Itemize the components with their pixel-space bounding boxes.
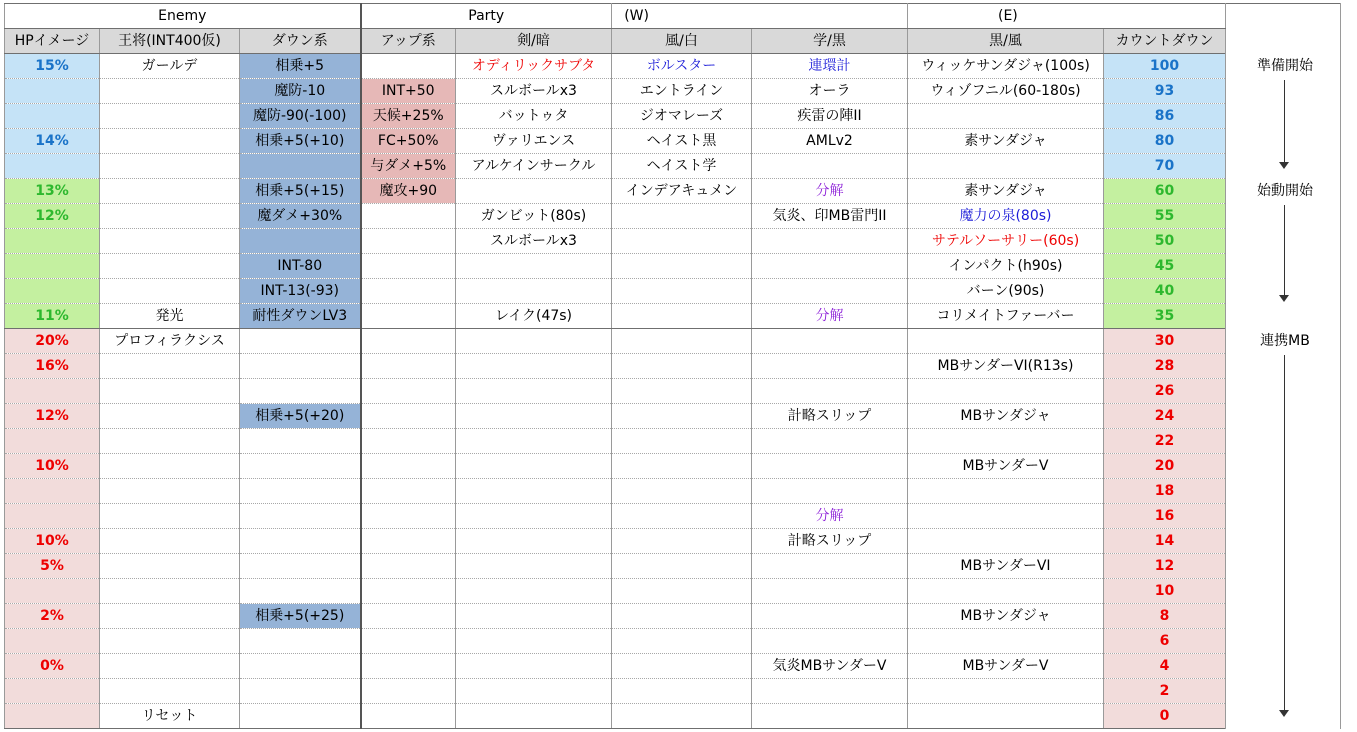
up-cell[interactable] [361, 604, 456, 629]
down-cell[interactable] [240, 704, 361, 729]
table-row [5, 654, 1341, 679]
chain-mb-label: 連携MB [1260, 333, 1310, 349]
down-cell[interactable]: 相乗+5(+15) [240, 179, 361, 204]
down-cell[interactable]: 魔防-90(-100) [240, 104, 361, 129]
wind-cell[interactable]: ヘイスト学 [612, 154, 752, 179]
table-row [5, 529, 1341, 554]
hp-cell[interactable] [5, 229, 100, 254]
table-row [5, 79, 1341, 104]
table-row [5, 704, 1341, 729]
table-row [5, 254, 1341, 279]
up-cell[interactable] [361, 679, 456, 704]
hp-cell[interactable] [5, 154, 100, 179]
countdown-cell[interactable]: 20 [1104, 454, 1226, 479]
down-cell[interactable] [240, 479, 361, 504]
scholar-black-header[interactable]: 学/黒 [752, 29, 908, 54]
table-row [5, 154, 1341, 179]
up-cell[interactable] [361, 279, 456, 304]
king-cell[interactable] [100, 379, 240, 404]
up-cell[interactable] [361, 404, 456, 429]
down-cell[interactable] [240, 629, 361, 654]
up-cell[interactable] [361, 329, 456, 354]
black-cell[interactable]: バーン(90s) [908, 279, 1104, 304]
black-cell[interactable] [908, 529, 1104, 554]
scholar-cell[interactable] [752, 629, 908, 654]
down-cell[interactable]: 相乗+5(+20) [240, 404, 361, 429]
table-row [5, 429, 1341, 454]
scholar-cell[interactable] [752, 704, 908, 729]
scholar-cell[interactable] [752, 279, 908, 304]
black-cell[interactable] [908, 679, 1104, 704]
countdown-cell[interactable]: 55 [1104, 204, 1226, 229]
wind-cell[interactable] [612, 354, 752, 379]
king-cell[interactable] [100, 354, 240, 379]
hp-cell[interactable]: 12% [5, 404, 100, 429]
sword-cell[interactable] [456, 429, 612, 454]
black-cell[interactable] [908, 329, 1104, 354]
down-cell[interactable] [240, 654, 361, 679]
timeline-line-1 [1284, 80, 1285, 162]
up-cell[interactable]: 天候+25% [361, 104, 456, 129]
black-cell[interactable]: ウィゾフニル(60-180s) [908, 79, 1104, 104]
up-cell[interactable] [361, 704, 456, 729]
e-group-label[interactable]: (E) [908, 4, 1226, 29]
sword-cell[interactable] [456, 679, 612, 704]
hp-cell[interactable]: 15% [5, 54, 100, 79]
king-cell[interactable] [100, 79, 240, 104]
scholar-cell[interactable]: 疾雷の陣II [752, 104, 908, 129]
countdown-cell[interactable]: 18 [1104, 479, 1226, 504]
countdown-cell[interactable]: 60 [1104, 179, 1226, 204]
down-cell[interactable] [240, 554, 361, 579]
king-cell[interactable]: 発光 [100, 304, 240, 329]
down-cell[interactable]: 相乗+5(+10) [240, 129, 361, 154]
countdown-cell[interactable]: 14 [1104, 529, 1226, 554]
king-cell[interactable] [100, 604, 240, 629]
up-cell[interactable] [361, 379, 456, 404]
scholar-cell[interactable] [752, 354, 908, 379]
king-cell[interactable] [100, 654, 240, 679]
up-cell[interactable] [361, 429, 456, 454]
prep-start-label: 準備開始 [1257, 58, 1313, 74]
black-cell[interactable]: MBサンダジャ [908, 604, 1104, 629]
king-cell[interactable] [100, 479, 240, 504]
sword-cell[interactable]: スルボールx3 [456, 79, 612, 104]
scholar-cell[interactable] [752, 254, 908, 279]
scholar-cell[interactable] [752, 579, 908, 604]
king-cell[interactable] [100, 629, 240, 654]
king-cell[interactable] [100, 129, 240, 154]
up-cell[interactable] [361, 54, 456, 79]
king-cell[interactable] [100, 254, 240, 279]
countdown-cell[interactable]: 50 [1104, 229, 1226, 254]
scholar-cell[interactable] [752, 679, 908, 704]
hp-cell[interactable]: 11% [5, 304, 100, 329]
king-cell[interactable] [100, 579, 240, 604]
up-header[interactable]: アップ系 [361, 29, 456, 54]
countdown-cell[interactable]: 24 [1104, 404, 1226, 429]
scholar-cell[interactable]: 分解 [752, 304, 908, 329]
black-cell[interactable]: MBサンダジャ [908, 404, 1104, 429]
countdown-cell[interactable]: 26 [1104, 379, 1226, 404]
scholar-cell[interactable]: オーラ [752, 79, 908, 104]
wind-cell[interactable] [612, 254, 752, 279]
black-cell[interactable]: ウィッケサンダジャ(100s) [908, 54, 1104, 79]
up-cell[interactable] [361, 304, 456, 329]
hp-cell[interactable] [5, 579, 100, 604]
black-cell[interactable]: MBサンダーVI [908, 554, 1104, 579]
sword-cell[interactable] [456, 329, 612, 354]
up-cell[interactable] [361, 579, 456, 604]
down-cell[interactable] [240, 229, 361, 254]
sword-cell[interactable] [456, 629, 612, 654]
table-row [5, 579, 1341, 604]
sword-cell[interactable]: アルケインサークル [456, 154, 612, 179]
wind-cell[interactable] [612, 204, 752, 229]
hp-cell[interactable] [5, 679, 100, 704]
down-cell[interactable] [240, 354, 361, 379]
wind-cell[interactable] [612, 504, 752, 529]
party-section-label[interactable]: Party (W) [361, 4, 612, 29]
down-header[interactable]: ダウン系 [240, 29, 361, 54]
table-row [5, 354, 1341, 379]
sword-cell[interactable] [456, 379, 612, 404]
table-row [5, 54, 1341, 79]
black-cell[interactable] [908, 379, 1104, 404]
table-row [5, 679, 1341, 704]
table-row [5, 329, 1341, 354]
sword-cell[interactable] [456, 579, 612, 604]
sword-cell[interactable]: オディリックサブタ [456, 54, 612, 79]
up-cell[interactable] [361, 654, 456, 679]
sword-cell[interactable] [456, 604, 612, 629]
up-cell[interactable]: INT+50 [361, 79, 456, 104]
black-cell[interactable] [908, 704, 1104, 729]
up-cell[interactable]: 魔攻+90 [361, 179, 456, 204]
enemy-section-label[interactable]: Enemy [5, 4, 361, 29]
hp-cell[interactable] [5, 79, 100, 104]
black-cell[interactable] [908, 579, 1104, 604]
sword-cell[interactable] [456, 454, 612, 479]
wind-cell[interactable] [612, 679, 752, 704]
countdown-cell[interactable]: 0 [1104, 704, 1226, 729]
sword-cell[interactable]: レイク(47s) [456, 304, 612, 329]
sword-cell[interactable] [456, 479, 612, 504]
wind-cell[interactable] [612, 529, 752, 554]
up-cell[interactable] [361, 354, 456, 379]
table-row [5, 229, 1341, 254]
scholar-cell[interactable]: 分解 [752, 504, 908, 529]
down-cell[interactable] [240, 679, 361, 704]
sword-cell[interactable] [456, 554, 612, 579]
table-row [5, 454, 1341, 479]
wind-cell[interactable] [612, 579, 752, 604]
table-row [5, 629, 1341, 654]
countdown-cell[interactable]: 35 [1104, 304, 1226, 329]
king-cell[interactable] [100, 404, 240, 429]
king-cell[interactable] [100, 204, 240, 229]
table-row [5, 104, 1341, 129]
countdown-cell[interactable]: 93 [1104, 79, 1226, 104]
hp-cell[interactable]: 2% [5, 604, 100, 629]
wind-cell[interactable] [612, 404, 752, 429]
down-cell[interactable] [240, 504, 361, 529]
king-cell[interactable]: リセット [100, 704, 240, 729]
table-row [5, 129, 1341, 154]
scholar-cell[interactable]: 分解 [752, 179, 908, 204]
wind-cell[interactable] [612, 654, 752, 679]
black-cell[interactable]: MBサンダーVI(R13s) [908, 354, 1104, 379]
countdown-cell[interactable]: 40 [1104, 279, 1226, 304]
down-cell[interactable] [240, 429, 361, 454]
black-cell[interactable] [908, 504, 1104, 529]
hp-cell[interactable] [5, 429, 100, 454]
down-cell[interactable] [240, 379, 361, 404]
king-cell[interactable] [100, 429, 240, 454]
wind-white-header[interactable]: 風/白 [612, 29, 752, 54]
down-arrow-icon [1279, 162, 1289, 169]
up-cell[interactable] [361, 454, 456, 479]
king-header[interactable]: 王将(INT400仮) [100, 29, 240, 54]
table-row [5, 404, 1341, 429]
hp-cell[interactable] [5, 254, 100, 279]
hp-cell[interactable]: 20% [5, 329, 100, 354]
sword-cell[interactable] [456, 404, 612, 429]
countdown-cell[interactable]: 4 [1104, 654, 1226, 679]
sword-cell[interactable] [456, 254, 612, 279]
sword-cell[interactable] [456, 504, 612, 529]
sword-cell[interactable] [456, 354, 612, 379]
scholar-cell[interactable] [752, 554, 908, 579]
table-row [5, 604, 1341, 629]
countdown-cell[interactable]: 22 [1104, 429, 1226, 454]
king-cell[interactable] [100, 179, 240, 204]
black-cell[interactable]: MBサンダーV [908, 454, 1104, 479]
sword-dark-header[interactable]: 剣/暗 [456, 29, 612, 54]
king-cell[interactable] [100, 679, 240, 704]
scholar-cell[interactable]: AMLv2 [752, 129, 908, 154]
countdown-cell[interactable]: 8 [1104, 604, 1226, 629]
up-cell[interactable] [361, 229, 456, 254]
table-row [5, 554, 1341, 579]
black-cell[interactable] [908, 154, 1104, 179]
countdown-cell[interactable]: 70 [1104, 154, 1226, 179]
hp-cell[interactable]: 5% [5, 554, 100, 579]
table-row [5, 304, 1341, 329]
timeline-column-cell[interactable] [1226, 4, 1341, 729]
wind-cell[interactable] [612, 329, 752, 354]
wind-cell[interactable] [612, 229, 752, 254]
king-cell[interactable] [100, 279, 240, 304]
hp-cell[interactable] [5, 629, 100, 654]
table-row [5, 279, 1341, 304]
king-cell[interactable] [100, 504, 240, 529]
down-cell[interactable]: 相乗+5(+25) [240, 604, 361, 629]
scholar-cell[interactable]: 気炎、印MB雷門II [752, 204, 908, 229]
countdown-cell[interactable]: 16 [1104, 504, 1226, 529]
black-cell[interactable] [908, 104, 1104, 129]
countdown-cell[interactable]: 10 [1104, 579, 1226, 604]
wind-cell[interactable] [612, 454, 752, 479]
countdown-cell[interactable]: 80 [1104, 129, 1226, 154]
scholar-cell[interactable] [752, 229, 908, 254]
down-arrow-icon [1279, 295, 1289, 302]
timeline-line-3 [1284, 355, 1285, 710]
wind-cell[interactable] [612, 304, 752, 329]
scholar-cell[interactable] [752, 329, 908, 354]
wind-cell[interactable] [612, 554, 752, 579]
black-cell[interactable] [908, 429, 1104, 454]
hp-cell[interactable]: 13% [5, 179, 100, 204]
down-cell[interactable]: 魔防-10 [240, 79, 361, 104]
king-cell[interactable] [100, 529, 240, 554]
hp-cell[interactable]: 12% [5, 204, 100, 229]
table-row [5, 479, 1341, 504]
scholar-cell[interactable]: 気炎MBサンダーV [752, 654, 908, 679]
wind-cell[interactable] [612, 704, 752, 729]
black-cell[interactable]: 素サンダジャ [908, 179, 1104, 204]
hp-cell[interactable]: 10% [5, 454, 100, 479]
table-row [5, 379, 1341, 404]
down-cell[interactable] [240, 579, 361, 604]
sword-cell[interactable]: ヴァリエンス [456, 129, 612, 154]
scholar-cell[interactable]: 計略スリップ [752, 404, 908, 429]
scholar-cell[interactable] [752, 479, 908, 504]
up-cell[interactable] [361, 504, 456, 529]
scholar-cell[interactable] [752, 604, 908, 629]
up-cell[interactable]: 与ダメ+5% [361, 154, 456, 179]
hp-cell[interactable] [5, 279, 100, 304]
hp-cell[interactable] [5, 104, 100, 129]
party-label: Party [468, 8, 505, 24]
countdown-cell[interactable]: 86 [1104, 104, 1226, 129]
sword-cell[interactable]: ガンビット(80s) [456, 204, 612, 229]
sword-cell[interactable] [456, 654, 612, 679]
table-row [5, 179, 1341, 204]
start-label: 始動開始 [1257, 183, 1313, 199]
scholar-cell[interactable]: 連環計 [752, 54, 908, 79]
down-arrow-icon [1279, 710, 1289, 717]
king-cell[interactable] [100, 454, 240, 479]
blank-title-cell[interactable] [612, 4, 908, 29]
king-cell[interactable]: ガールデ [100, 54, 240, 79]
down-cell[interactable]: 耐性ダウンLV3 [240, 304, 361, 329]
countdown-cell[interactable]: 2 [1104, 679, 1226, 704]
hp-cell[interactable]: 10% [5, 529, 100, 554]
down-cell[interactable]: 魔ダメ+30% [240, 204, 361, 229]
down-cell[interactable] [240, 329, 361, 354]
countdown-cell[interactable]: 100 [1104, 54, 1226, 79]
hp-image-header[interactable]: HPイメージ [5, 29, 100, 54]
up-cell[interactable] [361, 629, 456, 654]
hp-cell[interactable]: 0% [5, 654, 100, 679]
sword-cell[interactable]: スルボールx3 [456, 229, 612, 254]
scholar-cell[interactable]: 計略スリップ [752, 529, 908, 554]
down-cell[interactable]: 相乗+5 [240, 54, 361, 79]
timeline-table [4, 3, 1341, 729]
down-cell[interactable]: INT-13(-93) [240, 279, 361, 304]
up-cell[interactable] [361, 204, 456, 229]
table-row [5, 204, 1341, 229]
king-cell[interactable] [100, 229, 240, 254]
wind-cell[interactable] [612, 629, 752, 654]
up-cell[interactable] [361, 479, 456, 504]
king-cell[interactable] [100, 554, 240, 579]
sword-cell[interactable] [456, 529, 612, 554]
up-cell[interactable]: FC+50% [361, 129, 456, 154]
hp-cell[interactable] [5, 504, 100, 529]
hp-cell[interactable]: 16% [5, 354, 100, 379]
timeline-line-2 [1284, 205, 1285, 295]
down-cell[interactable] [240, 529, 361, 554]
up-cell[interactable] [361, 554, 456, 579]
hp-cell[interactable] [5, 479, 100, 504]
king-cell[interactable] [100, 154, 240, 179]
black-cell[interactable]: 魔力の泉(80s) [908, 204, 1104, 229]
wind-cell[interactable] [612, 379, 752, 404]
black-cell[interactable]: サテルソーサリー(60s) [908, 229, 1104, 254]
scholar-cell[interactable] [752, 379, 908, 404]
sword-cell[interactable] [456, 704, 612, 729]
hp-cell[interactable] [5, 379, 100, 404]
up-cell[interactable] [361, 254, 456, 279]
down-cell[interactable] [240, 454, 361, 479]
king-cell[interactable] [100, 104, 240, 129]
black-cell[interactable]: MBサンダーV [908, 654, 1104, 679]
black-cell[interactable]: コリメイトファーバー [908, 304, 1104, 329]
wind-cell[interactable] [612, 479, 752, 504]
scholar-cell[interactable] [752, 454, 908, 479]
up-cell[interactable] [361, 529, 456, 554]
wind-cell[interactable] [612, 604, 752, 629]
hp-cell[interactable] [5, 704, 100, 729]
countdown-cell[interactable]: 6 [1104, 629, 1226, 654]
black-wind-header[interactable]: 黒/風 [908, 29, 1104, 54]
wind-cell[interactable]: エントライン [612, 79, 752, 104]
scholar-cell[interactable] [752, 154, 908, 179]
down-cell[interactable] [240, 154, 361, 179]
sword-cell[interactable] [456, 279, 612, 304]
scholar-cell[interactable] [752, 429, 908, 454]
wind-cell[interactable]: ボルスター [612, 54, 752, 79]
sword-cell[interactable]: バットゥタ [456, 104, 612, 129]
black-cell[interactable]: 素サンダジャ [908, 129, 1104, 154]
hp-cell[interactable]: 14% [5, 129, 100, 154]
wind-cell[interactable] [612, 279, 752, 304]
down-cell[interactable]: INT-80 [240, 254, 361, 279]
black-cell[interactable] [908, 629, 1104, 654]
sword-cell[interactable] [456, 179, 612, 204]
king-cell[interactable]: プロフィラクシス [100, 329, 240, 354]
wind-cell[interactable]: ジオマレーズ [612, 104, 752, 129]
black-cell[interactable] [908, 479, 1104, 504]
table-row [5, 504, 1341, 529]
countdown-cell[interactable]: 45 [1104, 254, 1226, 279]
wind-cell[interactable] [612, 429, 752, 454]
countdown-cell[interactable]: 28 [1104, 354, 1226, 379]
wind-cell[interactable]: ヘイスト黒 [612, 129, 752, 154]
countdown-cell[interactable]: 30 [1104, 329, 1226, 354]
wind-cell[interactable]: インデアキュメン [612, 179, 752, 204]
black-cell[interactable]: インパクト(h90s) [908, 254, 1104, 279]
countdown-header[interactable]: カウントダウン [1104, 29, 1226, 54]
countdown-cell[interactable]: 12 [1104, 554, 1226, 579]
